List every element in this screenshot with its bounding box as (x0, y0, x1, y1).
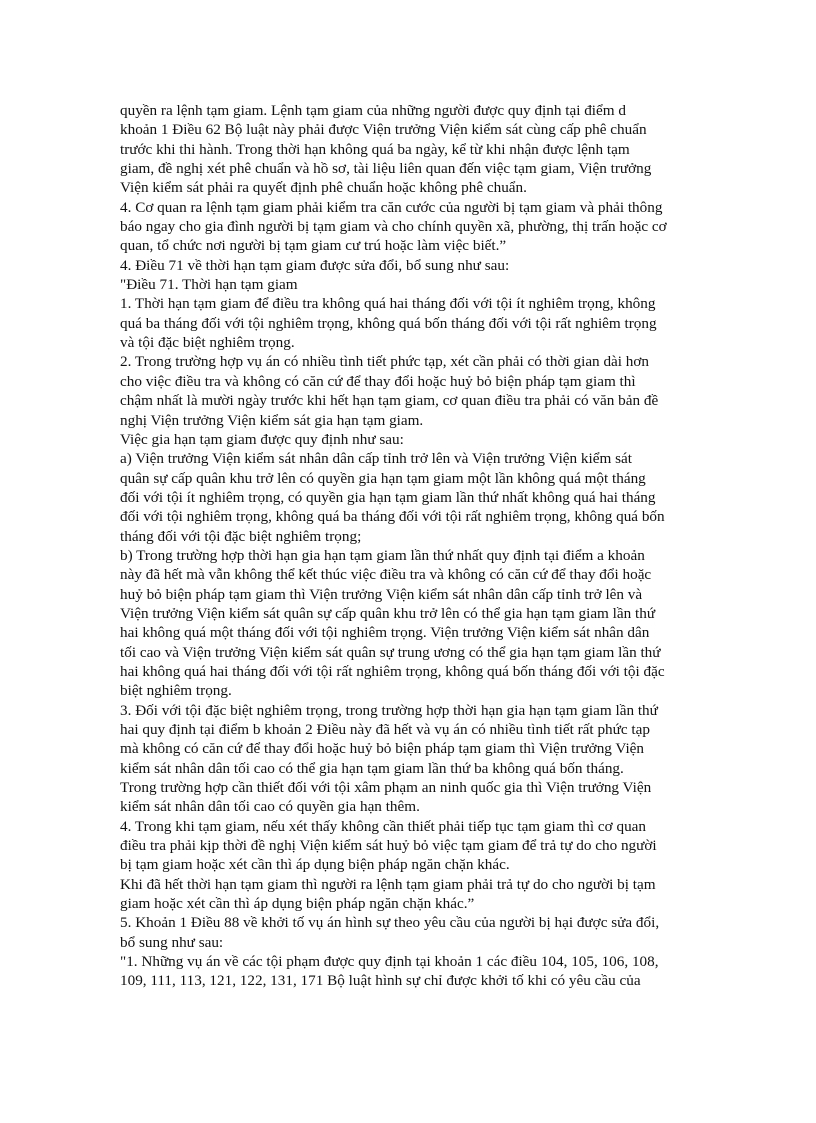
text-line: điều tra phải kịp thời đề nghị Viện kiểm sát huỷ bỏ việc tạm giam để trả tự do cho người (120, 837, 657, 855)
text-line: quá ba tháng đối với tội nghiêm trọng, không quá bốn tháng đối với tội rất nghiêm trọng (120, 314, 657, 332)
text-line: hai quy định tại điểm b khoản 2 Điều này đã hết và vụ án có nhiều tình tiết rất phức tạp (120, 721, 650, 738)
text-line: báo ngay cho gia đình người bị tạm giam và cho chính quyền xã, phường, thị trấn hoặc cơ (120, 218, 667, 236)
text-line: quyền ra lệnh tạm giam. Lệnh tạm giam của những người được quy định tại điểm d (120, 102, 626, 119)
text-line: khoản 1 Điều 62 Bộ luật này phải được Viện trưởng Viện kiểm sát cùng cấp phê chuẩn (120, 121, 647, 139)
text-line: Khi đã hết thời hạn tạm giam thì người ra lệnh tạm giam phải trả tự do cho người bị tạm (120, 875, 656, 893)
text-line: bổ sung như sau: (120, 933, 224, 951)
text-line: hai không quá hai tháng đối với tội rất nghiêm trọng, không quá bốn tháng đối với tội đặc (120, 662, 665, 680)
text-line: a) Viện trưởng Viện kiểm sát nhân dân cấp tỉnh trở lên và Viện trưởng Viện kiểm sát (120, 450, 632, 468)
text-line: quan, tổ chức nơi người bị tạm giam cư trú hoặc làm việc biết.” (120, 237, 507, 255)
text-line: 109, 111, 113, 121, 122, 131, 171 Bộ luật hình sự chỉ được khởi tố khi có yêu cầu của (120, 972, 641, 990)
text-line: 1. Thời hạn tạm giam để điều tra không quá hai tháng đối với tội ít nghiêm trọng, không (120, 295, 656, 313)
text-line: giam, đề nghị xét phê chuẩn và hồ sơ, tài liệu liên quan đến việc tạm giam, Viện trưởng (120, 160, 652, 178)
text-line: 4. Cơ quan ra lệnh tạm giam phải kiểm tra căn cước của người bị tạm giam và phải thông (120, 198, 663, 216)
text-line: đối với tội nghiêm trọng, không quá ba tháng đối với tội rất nghiêm trọng, không quá bốn (120, 508, 665, 526)
text-line: tối cao và Viện trưởng Viện kiểm sát quân sự trung ương có thể gia hạn tạm giam lần thứ (120, 643, 661, 661)
text-line: kiểm sát nhân dân tối cao có thể gia hạn tạm giam lần thứ ba không quá bốn tháng. (120, 759, 624, 777)
text-line: tháng đối với tội đặc biệt nghiêm trọng; (120, 527, 362, 545)
text-line: và tội đặc biệt nghiêm trọng. (120, 334, 295, 352)
text-line: đối với tội ít nghiêm trọng, có quyền gia hạn tạm giam lần thứ nhất không quá hai tháng (120, 488, 656, 506)
text-line: 4. Trong khi tạm giam, nếu xét thấy không cần thiết phải tiếp tục tạm giam thì cơ quan (120, 817, 646, 835)
text-line: Việc gia hạn tạm giam được quy định như sau: (120, 430, 404, 448)
text-line: huỷ bỏ biện pháp tạm giam thì Viện trưởng Viện kiểm sát nhân dân cấp tỉnh trở lên và (120, 585, 643, 603)
text-line: trước khi thi hành. Trong thời hạn không quá ba ngày, kể từ khi nhận được lệnh tạm (120, 140, 630, 158)
text-line: biệt nghiêm trọng. (120, 682, 232, 700)
text-line: quân sự cấp quân khu trở lên có quyền gia hạn tạm giam một lần không quá một tháng (120, 469, 646, 487)
text-line: chậm nhất là mười ngày trước khi hết hạn tạm giam, cơ quan điều tra phải có văn bản đề (120, 392, 659, 410)
section-heading: "Điều 71. Thời hạn tạm giam (120, 276, 298, 294)
text-line: "1. Những vụ án về các tội phạm được quy định tại khoản 1 các điều 104, 105, 106, 108, (120, 953, 659, 971)
text-line: cho việc điều tra và không có căn cứ để thay đổi hoặc huỷ bỏ biện pháp tạm giam thì (120, 372, 636, 390)
text-line: Trong trường hợp cần thiết đối với tội xâm phạm an ninh quốc gia thì Viện trưởng Viện (120, 779, 652, 797)
text-line: giam hoặc xét cần thì áp dụng biện pháp ngăn chặn khác.” (120, 895, 475, 913)
text-line: này đã hết mà vẫn không thể kết thúc việc điều tra và không có căn cứ để thay đổi hoặc (120, 566, 652, 584)
document-body (120, 101, 710, 991)
text-line: kiểm sát nhân dân tối cao có quyền gia hạn thêm. (120, 798, 420, 816)
text-line: 5. Khoản 1 Điều 88 về khởi tố vụ án hình sự theo yêu cầu của người bị hại được sửa đổi, (120, 914, 660, 932)
text-line: b) Trong trường hợp thời hạn gia hạn tạm giam lần thứ nhất quy định tại điểm a khoản (120, 546, 645, 564)
text-line: 3. Đối với tội đặc biệt nghiêm trọng, trong trường hợp thời hạn gia hạn tạm giam lần thứ (120, 701, 658, 719)
text-line: 4. Điều 71 về thời hạn tạm giam được sửa đổi, bổ sung như sau: (120, 256, 510, 274)
text-line: mà không có căn cứ để thay đổi hoặc huỷ bỏ biện pháp tạm giam thì Viện trưởng Viện (120, 740, 645, 758)
text-line: Viện kiểm sát phải ra quyết định phê chuẩn hoặc không phê chuẩn. (120, 179, 527, 197)
text-line: 2. Trong trường hợp vụ án có nhiều tình tiết phức tạp, xét cần phải có thời gian dài hơn (120, 353, 650, 371)
text-line: Viện trưởng Viện kiểm sát quân sự cấp quân khu trở lên có thể gia hạn tạm giam lần thứ (120, 604, 656, 622)
text-line: hai không quá một tháng đối với tội nghiêm trọng. Viện trưởng Viện kiểm sát nhân dân (120, 624, 650, 642)
text-line: nghị Viện trưởng Viện kiểm sát gia hạn tạm giam. (120, 411, 424, 429)
text-line: bị tạm giam hoặc xét cần thì áp dụng biện pháp ngăn chặn khác. (120, 856, 510, 874)
